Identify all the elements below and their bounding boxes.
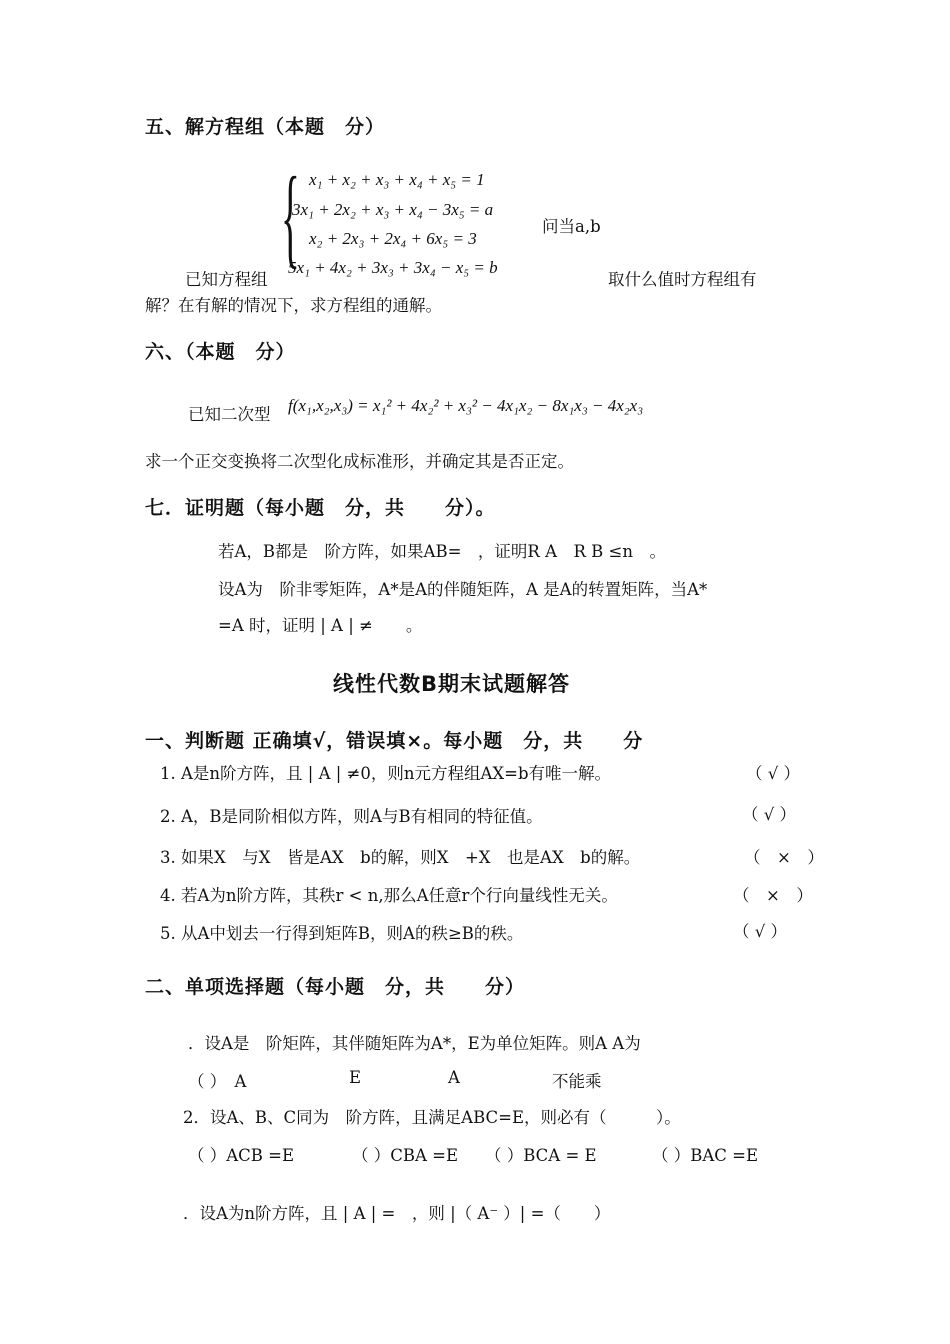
system-ask: 问当a,b	[542, 217, 601, 236]
judge-item-1: 1. A是n阶方阵，且 | A | ≠0，则n元方程组AX=b有唯一解。	[160, 764, 612, 783]
answers-title: 线性代数B期末试题解答	[333, 672, 571, 696]
section5-heading: 五、解方程组（本题 分）	[145, 116, 386, 138]
choice-q1-opt-d: 不能乘	[552, 1072, 602, 1091]
equation-2: 3x₁ + 2x₂ + x₃ + x₄ − 3x₅ = a	[292, 200, 494, 219]
equation-1: x₁ + x₂ + x₃ + x₄ + x₅ = 1	[309, 170, 485, 189]
choice-q2-opt-d: （ ）BAC =E	[652, 1146, 759, 1165]
quadratic-formula: f(x₁,x₂,x₃) = x₁² + 4x₂² + x₃² − 4x₁x₂ − 8x₁x₃ − 4x₂x₃	[288, 396, 644, 415]
section7-heading: 七．证明题（每小题 分，共 分）。	[145, 497, 496, 519]
answers-s1-heading: 一、判断题 正确填√，错误填×。每小题 分，共 分	[145, 730, 644, 752]
judge-mark-5: （ √ ）	[733, 922, 788, 941]
choice-q1-opt-b: E	[349, 1068, 362, 1087]
section6-heading: 六、（本题 分）	[145, 341, 296, 363]
system-prefix: 已知方程组	[185, 270, 268, 289]
judge-item-3: 3. 如果X 与X 皆是AX b的解，则X +X 也是AX b的解。	[160, 848, 641, 867]
judge-mark-1: （ √ ）	[746, 764, 801, 783]
choice-q2-opt-b: （ ）CBA =E	[352, 1146, 459, 1165]
quadratic-task: 求一个正交变换将二次型化成标准形，并确定其是否正定。	[145, 452, 574, 471]
answers-s2-heading: 二、单项选择题（每小题 分，共 分）	[145, 976, 526, 998]
proof-2a: 设A为 阶非零矩阵，A*是A的伴随矩阵，A 是A的转置矩阵，当A*	[218, 580, 708, 599]
quadratic-prefix: 已知二次型	[188, 405, 271, 424]
choice-q2: 2．设A、B、C同为 阶方阵，且满足ABC=E，则必有（ ）。	[183, 1108, 681, 1127]
proof-1: 若A，B都是 阶方阵，如果AB= ，证明R A R B ≤n 。	[218, 542, 666, 561]
choice-q3: ．设A为n阶方阵，且 | A | = ，则 |（ A⁻ ）| =（ ）	[183, 1204, 611, 1223]
equation-3: x₂ + 2x₃ + 2x₄ + 6x₅ = 3	[309, 229, 477, 248]
choice-q2-opt-c: （ ）BCA = E	[485, 1146, 597, 1165]
choice-q1-opt-c: A	[448, 1068, 460, 1087]
equation-4: 5x₁ + 4x₂ + 3x₃ + 3x₄ − x₅ = b	[288, 258, 498, 277]
choice-q1-opt-a: （ ） A	[188, 1072, 247, 1091]
judge-mark-2: （ √ ）	[742, 805, 797, 824]
judge-mark-4: （ × ）	[733, 886, 813, 905]
system-line2: 解？在有解的情况下，求方程组的通解。	[145, 296, 442, 315]
judge-item-5: 5. 从A中划去一行得到矩阵B，则A的秩≥B的秩。	[160, 924, 524, 943]
choice-q2-opt-a: （ ）ACB =E	[188, 1146, 295, 1165]
judge-item-2: 2. A，B是同阶相似方阵，则A与B有相同的特征值。	[160, 807, 543, 826]
choice-q1: ．设A是 阶矩阵，其伴随矩阵为A*，E为单位矩阵。则A A为	[188, 1034, 641, 1053]
judge-mark-3: （ × ）	[744, 848, 824, 867]
system-brace: {	[281, 155, 300, 279]
judge-item-4: 4. 若A为n阶方阵，其秩r < n,那么A任意r个行向量线性无关。	[160, 886, 618, 905]
proof-2b: =A 时，证明 | A | ≠ 。	[218, 616, 423, 635]
system-tail: 取什么值时方程组有	[608, 270, 757, 289]
